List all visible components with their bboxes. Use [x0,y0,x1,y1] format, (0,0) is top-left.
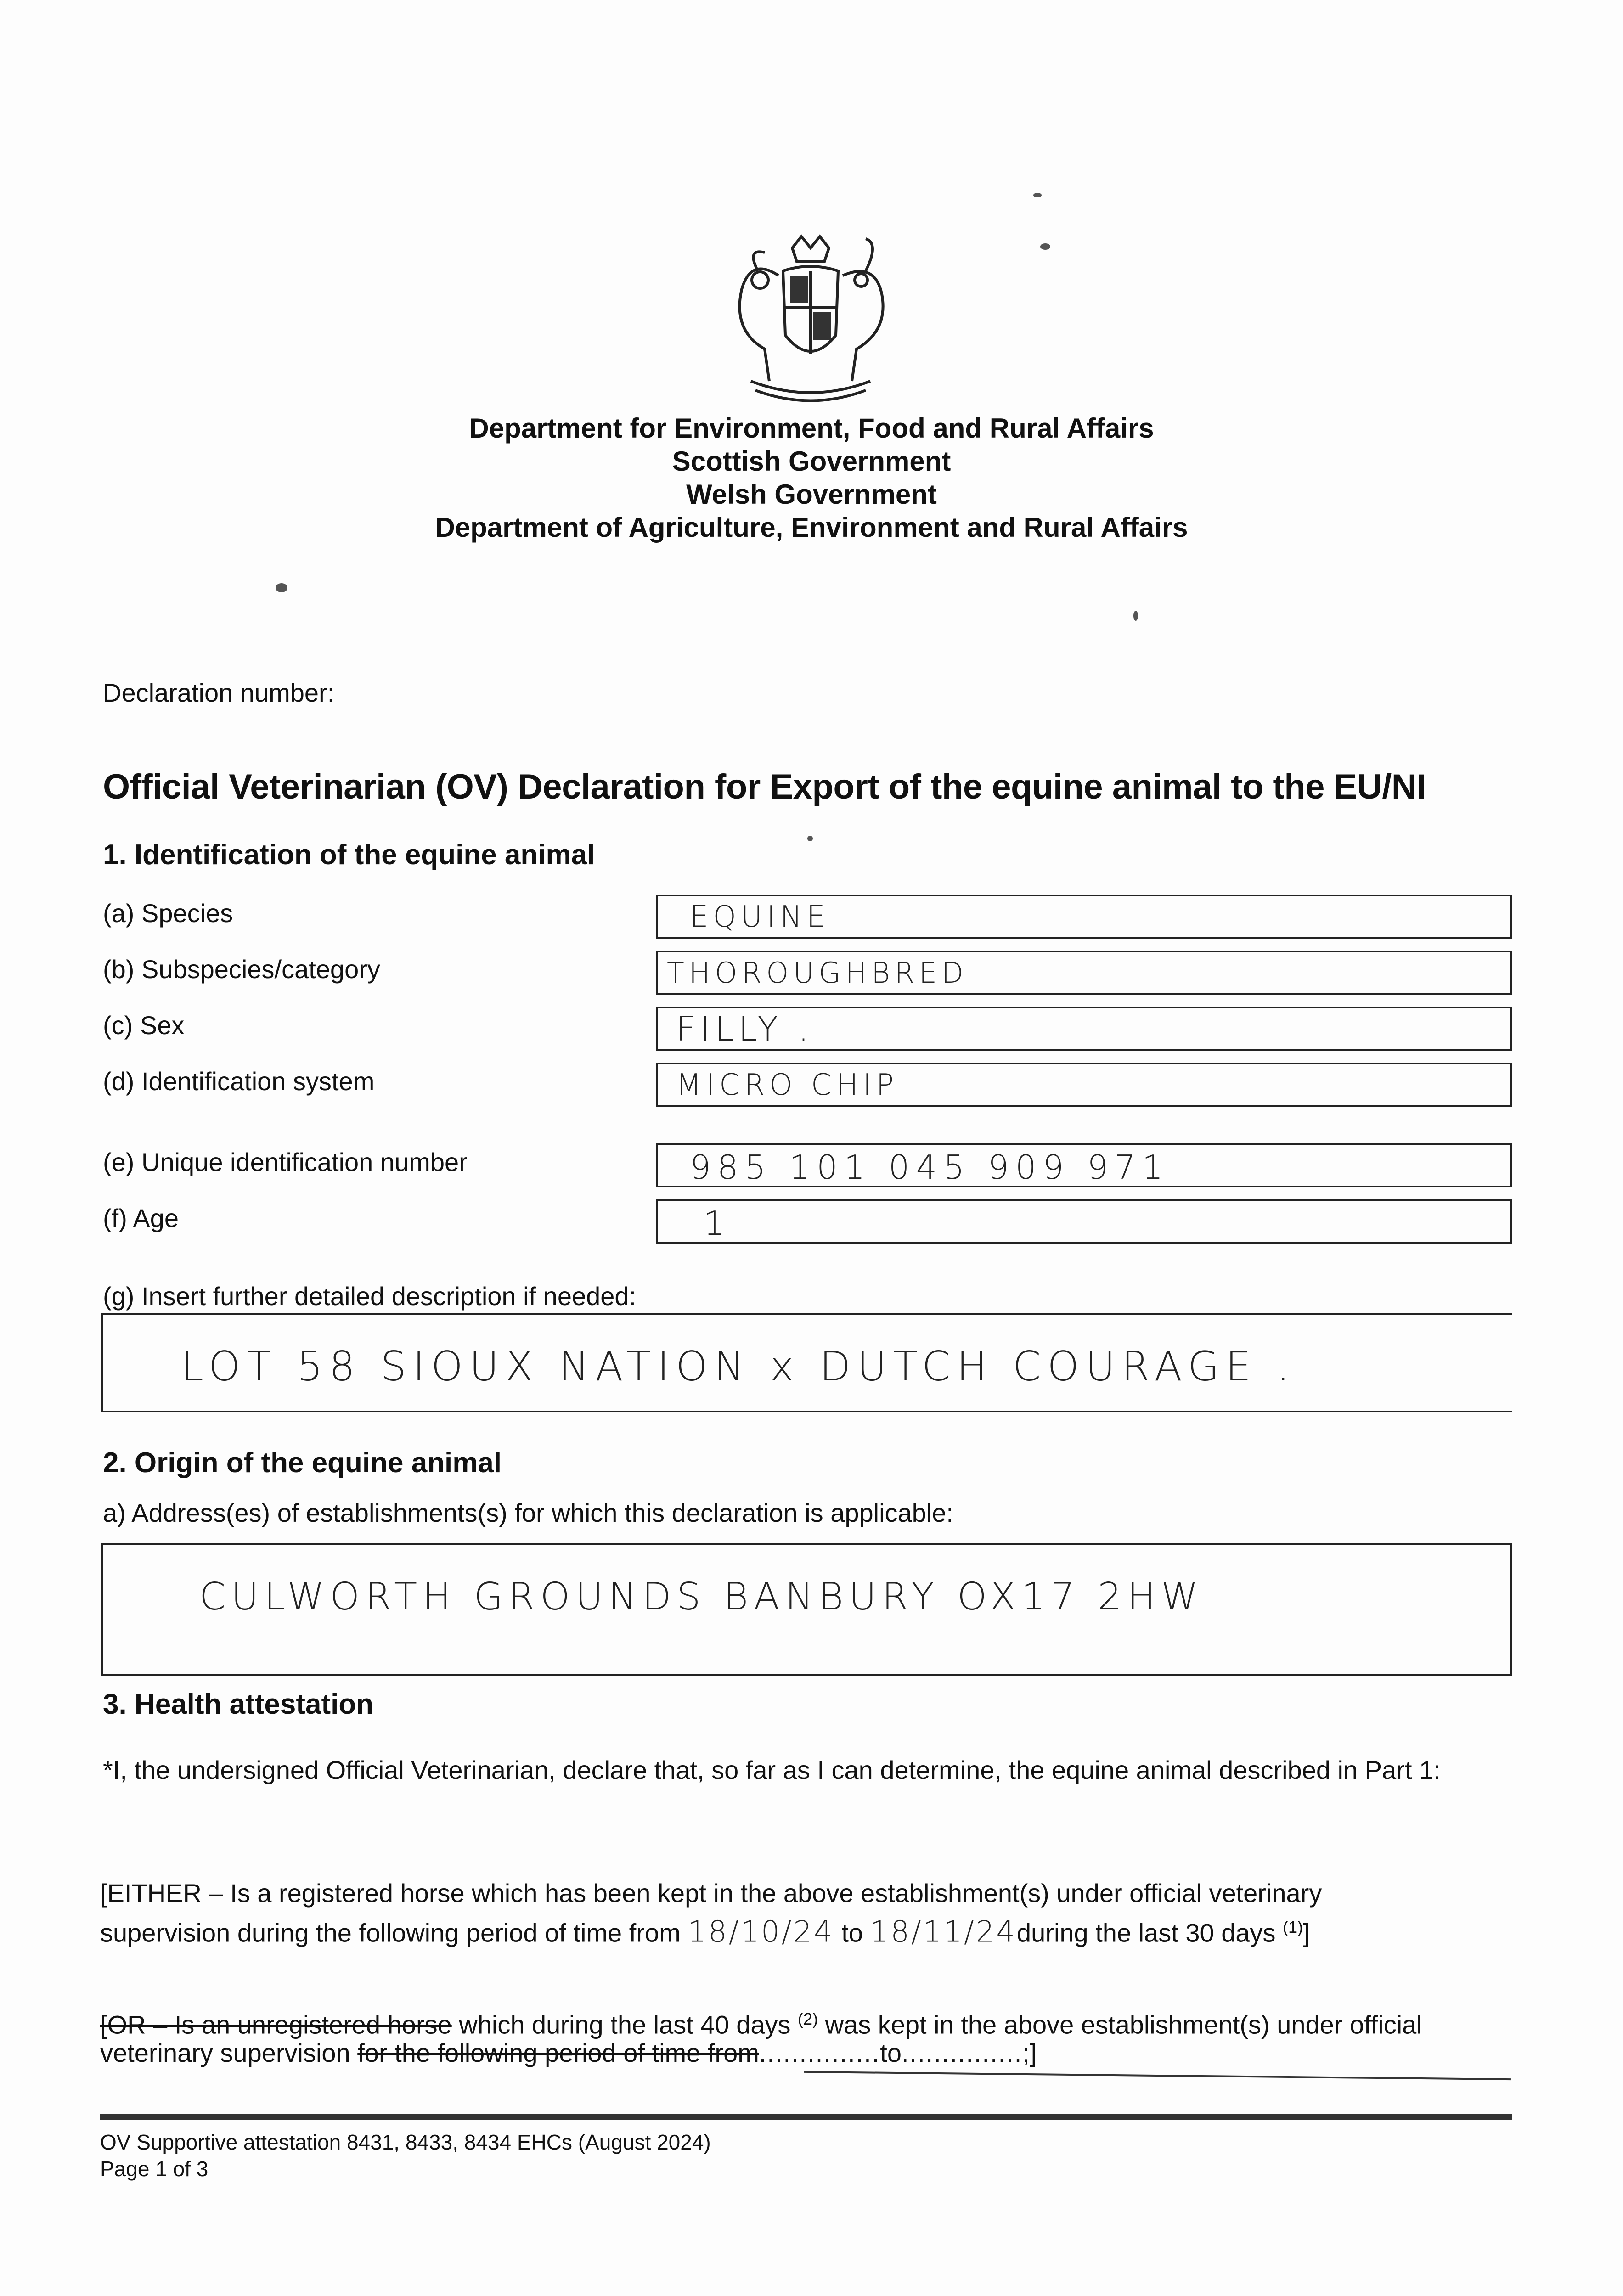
or-start: [OR – Is an unregistered horse [100,2010,452,2039]
either-clause-line-1: [EITHER – Is a registered horse which has been kept in the above establishment(s) under official veterinary [100,1879,1322,1908]
either-close: ] [1303,1918,1310,1947]
section-1-heading: 1. Identification of the equine animal [103,839,595,871]
scan-speck [1033,193,1042,197]
either-to-word: to [841,1918,863,1947]
department-defra: Department for Environment, Food and Rural Affairs [469,413,1154,444]
sex-field[interactable] [656,1007,1512,1051]
address-field[interactable] [101,1543,1512,1676]
subspecies-field[interactable] [656,951,1512,995]
health-attestation-intro: *I, the undersigned Official Veterinarian, declare that, so far as I can determine, the equine animal described in Part 1: [103,1756,1441,1784]
species-label: (a) Species [103,899,233,928]
department-welsh-government: Welsh Government [686,479,937,510]
or-to-blank[interactable]: ............... [901,2038,1023,2067]
species-value: EQUINE [690,900,830,934]
description-value: LOT 58 SIOUX NATION x DUTCH COURAGE . [181,1343,1296,1390]
unique-id-value: 985 101 045 909 971 [690,1148,1170,1187]
unique-id-field[interactable] [656,1143,1512,1187]
address-label: a) Address(es) of establishments(s) for which this declaration is applicable: [103,1498,953,1527]
identification-system-label: (d) Identification system [103,1067,375,1096]
or-close: ;] [1022,2038,1037,2067]
unique-id-label: (e) Unique identification number [103,1148,468,1176]
description-field[interactable] [101,1313,1512,1412]
or-mid: which during the last 40 days [459,2010,791,2039]
scan-speck [276,583,287,592]
identification-system-value: MICRO CHIP [676,1068,899,1102]
either-footnote-ref: (1) [1283,1918,1303,1936]
declaration-number-label: Declaration number: [103,678,335,707]
sex-value: FILLY . [676,1009,814,1049]
footer-page-number: Page 1 of 3 [100,2157,209,2181]
section-3-heading: 3. Health attestation [103,1688,374,1720]
department-scottish-government: Scottish Government [672,446,951,477]
or-end: was kept in the above establishment(s) under official [825,2010,1422,2039]
scan-speck [1040,243,1050,250]
or-footnote-ref: (2) [798,2009,818,2028]
either-suffix: during the last 30 days [1017,1918,1276,1947]
species-field[interactable] [656,895,1512,939]
description-label: (g) Insert further detailed description if needed: [103,1282,637,1311]
age-label: (f) Age [103,1204,179,1232]
age-value: 1 [704,1204,729,1243]
or-to-word: to [880,2038,902,2067]
or-line2-b: for the following period of time from [357,2038,759,2067]
department-daera: Department of Agriculture, Environment and Rural Affairs [435,512,1188,543]
footer-rule [100,2114,1512,2120]
sex-label: (c) Sex [103,1011,185,1040]
royal-crest-icon [714,230,907,404]
either-from-date[interactable]: 18/10/24 [688,1915,834,1949]
either-to-date[interactable]: 18/11/24 [870,1915,1017,1949]
scan-speck [1133,611,1138,621]
either-clause-line-2 [100,1910,1512,1950]
identification-system-field[interactable] [656,1063,1512,1107]
strike-through-line [804,2071,1511,2080]
scan-speck [807,836,813,841]
or-from-blank[interactable]: ............... [759,2038,880,2067]
address-value: CULWORTH GROUNDS BANBURY OX17 2HW [199,1575,1204,1619]
or-line2-a: veterinary supervision [100,2038,350,2067]
section-2-heading: 2. Origin of the equine animal [103,1447,502,1479]
page-title: Official Veterinarian (OV) Declaration for Export of the equine animal to the EU/NI [103,767,1426,806]
or-clause-line-2 [100,2036,1512,2070]
age-field[interactable] [656,1199,1512,1244]
subspecies-value: THOROUGHBRED [667,956,968,990]
either-prefix: supervision during the following period of time from [100,1918,681,1947]
footer-attestation-ref: OV Supportive attestation 8431, 8433, 8434 EHCs (August 2024) [100,2130,711,2154]
subspecies-label: (b) Subspecies/category [103,955,380,984]
